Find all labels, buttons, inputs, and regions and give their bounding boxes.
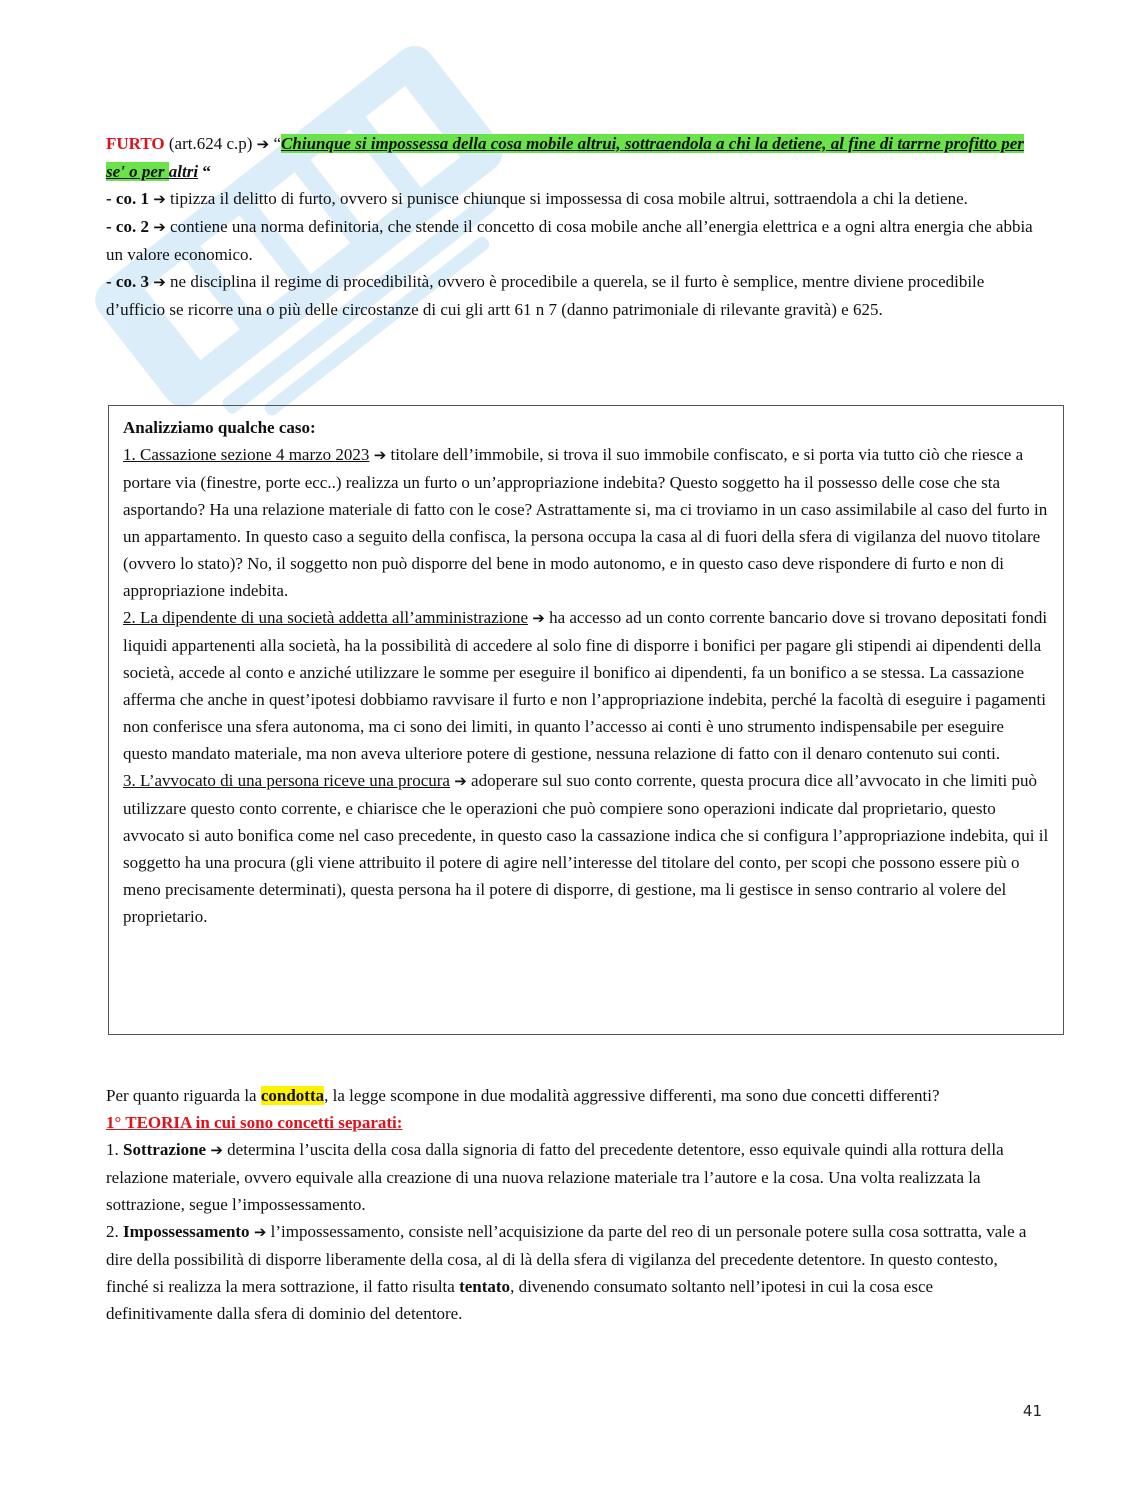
case-item (123, 604, 1049, 767)
comma-item (106, 213, 1042, 268)
point-number: 2. (106, 1222, 123, 1241)
furto-section (106, 130, 1042, 323)
page-number: 41 (1022, 1402, 1042, 1420)
point-term: Impossessamento (123, 1222, 250, 1241)
case-text: adoperare sul suo conto corrente, questa procura dice all’avvocato in che limiti può utilizzare questo conto corrente, e chiarisce che le operazioni che può compiere sono operazioni indicate dal proprietario, questo avvocato si auto bonifica come nel caso precedente, in questo caso la cassazione indica che si configura l’appropriazione indebita, qui il soggetto ha una procura (gli viene attribuito il potere di agire nell’interesse del titolare del conto, per scopi che possono essere più o meno precisamente determinati), questa persona ha il potere di disporre, di gestione, ma li gestisce in senso contrario al volere del proprietario. (123, 771, 1049, 926)
comma-text: tipizza il delitto di furto, ovvero si punisce chiunque si impossessa di cosa mobile altrui, sottraendola a chi la detiene. (165, 189, 968, 208)
comma-text: ne disciplina il regime di procedibilità, ovvero è procedibile a querela, se il furto è semplice, mentre diviene procedibile d’ufficio se ricorre una o più delle circostanze di cui gli artt 61 n 7 (danno patrimoniale di rilevante gravità) e 625. (106, 272, 985, 319)
arrow-right-icon: ➔ (454, 772, 467, 790)
case-text: ha accesso ad un conto corrente bancario dove si trovano depositati fondi liquidi appartenenti alla società, ha la possibilità di accedere al solo fine di disporre i bonifici per pagare gli stipendi ai dipendenti della società, accede al conto e anziché utilizzare le somme per eseguire il bonifico ai dipendenti, fa un bonifico a se stessa. La cassazione afferma che anche in quest’ipotesi dobbiamo ravvisare il furto e non l’appropriazione indebita, perché la facoltà di eseguire i pagamenti non conferisce una sfera autonoma, ma ci sono dei limiti, in quanto l’accesso ai conti è uno strumento indispensabile per eseguire questo mandato materiale, ma non aveva ulteriore potere di gestione, nessuna relazione di fatto con il denaro contenuto sui conti. (123, 608, 1048, 763)
close-quote: “ (198, 162, 211, 181)
arrow-right-icon: ➔ (253, 1223, 267, 1241)
arrow-right-icon: ➔ (153, 190, 166, 208)
point-text-end: , divenendo consumato soltanto nell’ipotesi in cui la cosa esce definitivamente dalla sfera di dominio del detentore. (106, 1277, 934, 1323)
arrow-right-icon: ➔ (373, 446, 387, 464)
comma-item (106, 268, 1042, 323)
point-bold-word: tentato (459, 1277, 511, 1296)
condotta-highlight: condotta (260, 1086, 325, 1105)
case-title: 1. Cassazione sezione 4 marzo 2023 (123, 445, 370, 464)
case-title: 3. L’avvocato di una persona riceve una procura (123, 771, 450, 790)
condotta-section (106, 1082, 1042, 1327)
condotta-intro-text: Per quanto riguarda la (106, 1086, 261, 1105)
arrow-right-icon: ➔ (210, 1141, 223, 1159)
comma-label: - co. 1 (106, 189, 149, 208)
case-text: titolare dell’immobile, si trova il suo immobile confiscato, e si porta via tutto ciò che riesce a portare via (finestre, porte ecc..) realizza un furto o un’appropriazione indebita? Questo soggetto ha il possesso delle cose che sta asportando? Ha una relazione materiale di fatto con le cose? Astrattamente si, ma ci troviamo in un caso assimilabile al caso del furto in un appartamento. In questo caso a seguito della confisca, la persona occupa la casa al di fuori della sfera di vigilanza del nuovo titolare (ovvero lo stato)? No, il soggetto non può disporre del bene in modo autonomo, e in questo caso deve rispondere di furto e non di appropriazione indebita. (123, 445, 1048, 600)
arrow-right-icon: ➔ (256, 135, 270, 153)
cases-heading: Analizziamo qualche caso: (123, 418, 316, 437)
comma-label: - co. 2 (106, 217, 149, 236)
furto-definition (106, 130, 1042, 185)
furto-title: FURTO (106, 134, 165, 153)
comma-label: - co. 3 (106, 272, 149, 291)
condotta-intro (106, 1082, 1042, 1109)
arrow-right-icon: ➔ (153, 273, 166, 291)
furto-quote: Chiunque si impossessa della cosa mobile altrui, sottraendola a chi la detiene, al fine di tarrne profitto per se' o per (106, 134, 1024, 181)
arrow-right-icon: ➔ (153, 218, 166, 236)
furto-quote-end: altri (168, 162, 199, 181)
furto-ref: (art.624 c.p) (164, 134, 257, 153)
theory-point (106, 1218, 1042, 1327)
arrow-right-icon: ➔ (532, 609, 545, 627)
comma-item (106, 185, 1042, 213)
point-text: determina l’uscita della cosa dalla signoria di fatto del precedente detentore, esso equivale quindi alla rottura della relazione materiale, ovvero equivale alla creazione di una nuova relazione materiale tra l’autore e la cosa. Una volta realizzata la sottrazione, segue l’impossessamento. (106, 1140, 1004, 1214)
case-item (123, 441, 1049, 604)
point-number: 1. (106, 1140, 123, 1159)
case-item (123, 767, 1049, 930)
theory-point (106, 1136, 1042, 1218)
condotta-intro-rest: , la legge scompone in due modalità aggressive differenti, ma sono due concetti differenti? (324, 1086, 940, 1105)
cases-box (108, 405, 1064, 1035)
point-term: Sottrazione (123, 1140, 207, 1159)
case-title: 2. La dipendente di una società addetta all’amministrazione (123, 608, 529, 627)
theory-title: 1° TEORIA in cui sono concetti separati: (106, 1113, 403, 1132)
open-quote: “ (273, 134, 282, 153)
comma-text: contiene una norma definitoria, che stende il concetto di cosa mobile anche all’energia elettrica e a ogni altra energia che abbia un valore economico. (106, 217, 1033, 264)
point-text: l’impossessamento, consiste nell’acquisizione da parte del reo di un personale potere sulla cosa sottratta, vale a dire della possibilità di disporre liberamente della cosa, al di là della sfera di vigilanza del precedente detentore. In questo contesto, finché si realizza la mera sottrazione, il fatto risulta (106, 1222, 1027, 1296)
